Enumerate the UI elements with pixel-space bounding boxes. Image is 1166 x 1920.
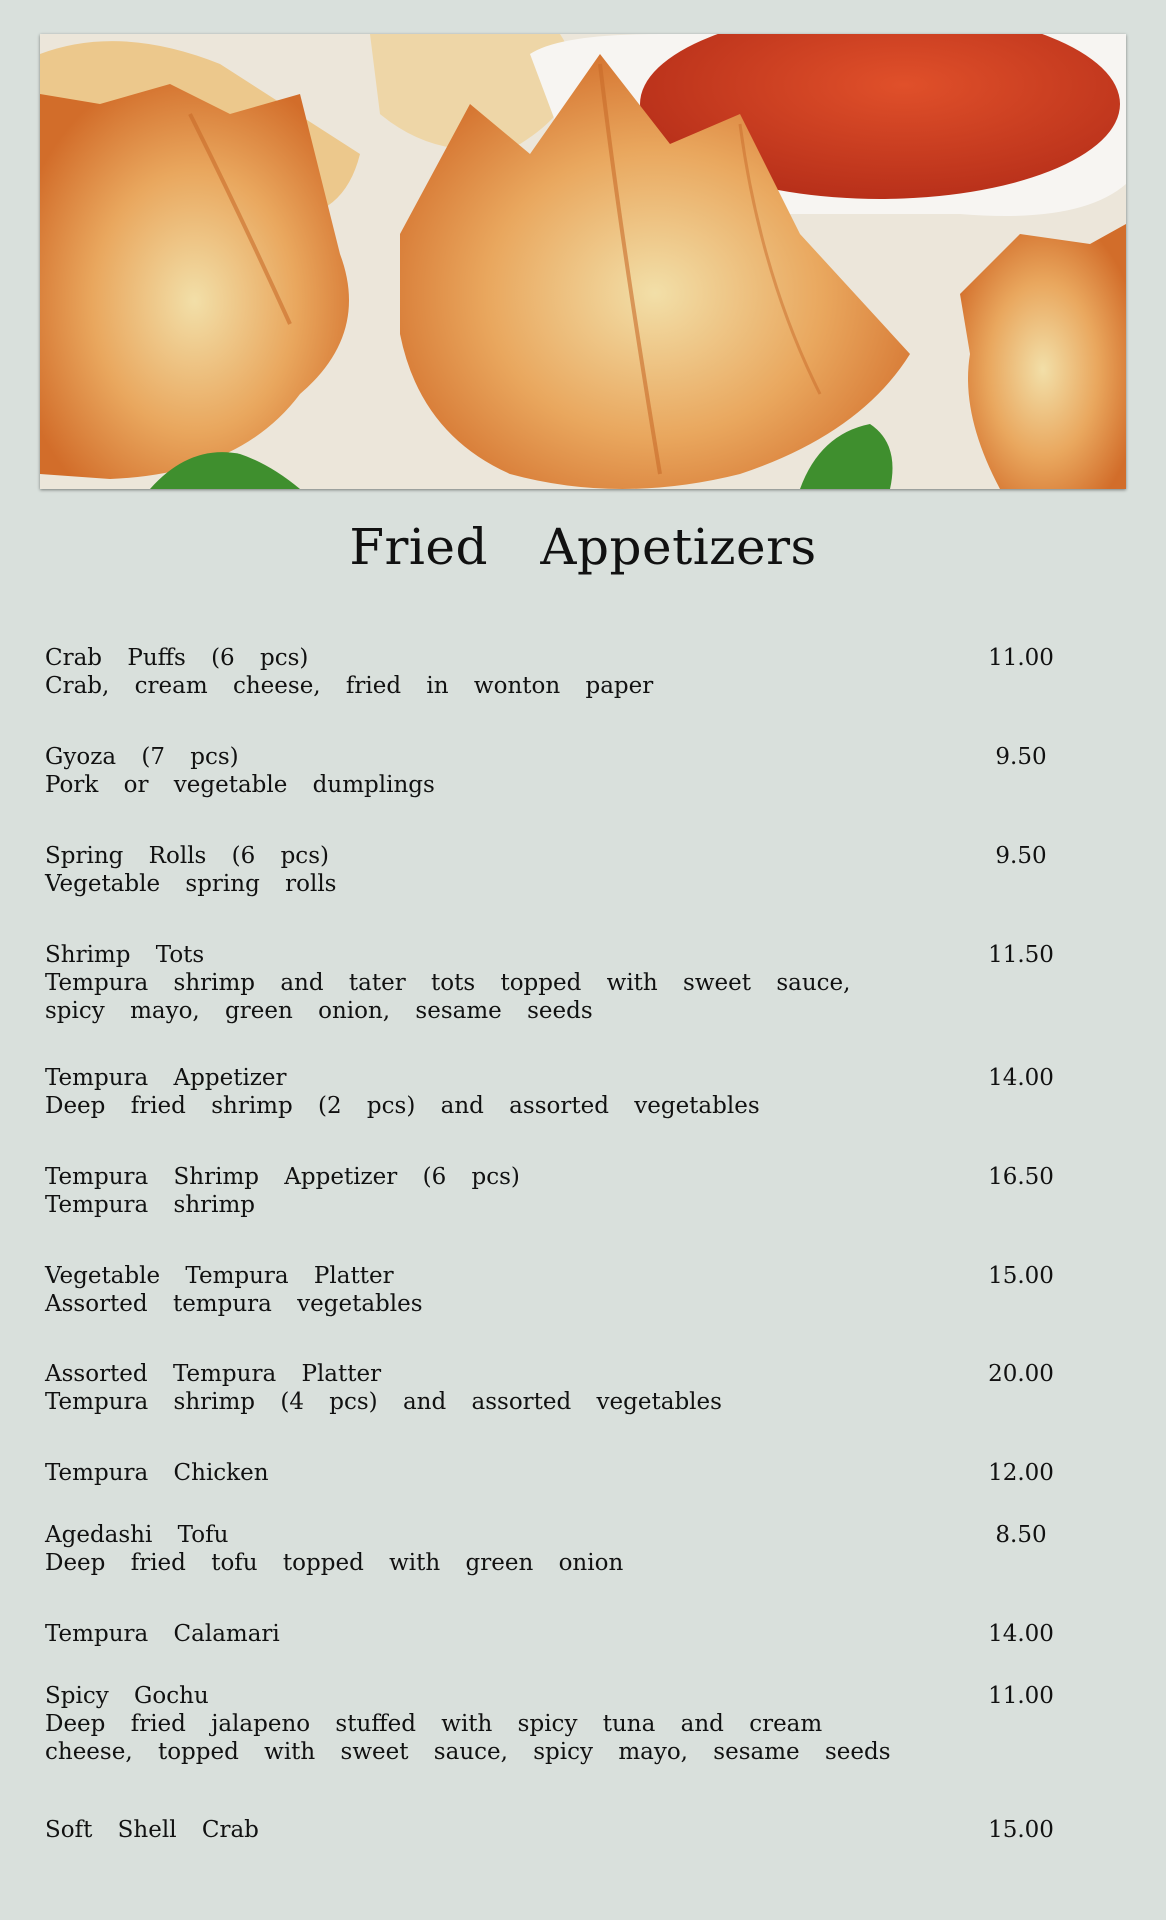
menu-item <box>45 1521 1081 1577</box>
menu-item <box>45 941 1081 1025</box>
menu-item <box>45 644 1081 700</box>
menu-item-name: Tempura Chicken <box>45 1460 269 1486</box>
menu-item-description: Tempura shrimp and tater tots topped with sweet sauce, spicy mayo, green onion, sesame seeds <box>45 970 851 1024</box>
menu-item <box>45 743 1081 799</box>
menu-item-description: Pork or vegetable dumplings <box>45 772 435 798</box>
menu-item-name: Spring Rolls (6 pcs) <box>45 843 329 869</box>
menu-item <box>45 1816 1081 1844</box>
menu-item-description: Crab, cream cheese, fried in wonton paper <box>45 673 654 699</box>
menu-item-name: Spicy Gochu <box>45 1683 209 1709</box>
menu-item-name: Shrimp Tots <box>45 942 205 968</box>
menu-item-price: 11.00 <box>988 645 1054 671</box>
menu-item-price: 20.00 <box>988 1361 1054 1387</box>
menu-item-description: Deep fried tofu topped with green onion <box>45 1550 624 1576</box>
menu-item-price: 11.00 <box>988 1683 1054 1709</box>
menu-item <box>45 1682 1081 1766</box>
menu-item <box>45 1064 1081 1120</box>
menu-item-price: 9.50 <box>995 744 1047 770</box>
menu-item <box>45 1360 1081 1416</box>
menu-item-price: 12.00 <box>988 1460 1054 1486</box>
menu-item-description: Tempura shrimp <box>45 1192 256 1218</box>
menu-item-name: Vegetable Tempura Platter <box>45 1263 394 1289</box>
menu-item <box>45 1459 1081 1487</box>
menu-item-price: 14.00 <box>988 1621 1054 1647</box>
menu-item-price: 16.50 <box>988 1164 1054 1190</box>
menu-item-description: Deep fried shrimp (2 pcs) and assorted vegetables <box>45 1093 760 1119</box>
menu-item-description: Tempura shrimp (4 pcs) and assorted vegetables <box>45 1389 722 1415</box>
menu-item <box>45 842 1081 898</box>
menu-item <box>45 1163 1081 1219</box>
menu-item-description: Vegetable spring rolls <box>45 871 337 897</box>
fried-wonton-photo <box>40 34 1126 489</box>
menu-item-name: Agedashi Tofu <box>45 1522 229 1548</box>
menu-item-name: Gyoza (7 pcs) <box>45 744 239 770</box>
hero-image <box>40 34 1126 489</box>
menu-item-name: Tempura Shrimp Appetizer (6 pcs) <box>45 1164 520 1190</box>
page-title: Fried Appetizers <box>349 518 817 576</box>
menu-item-price: 15.00 <box>988 1263 1054 1289</box>
menu-item-price: 9.50 <box>995 843 1047 869</box>
menu-item-price: 8.50 <box>995 1522 1047 1548</box>
menu-item <box>45 1262 1081 1318</box>
menu-item-name: Tempura Calamari <box>45 1621 280 1647</box>
menu-item-name: Soft Shell Crab <box>45 1817 259 1843</box>
menu-item-price: 15.00 <box>988 1817 1054 1843</box>
menu-item-name: Assorted Tempura Platter <box>45 1361 382 1387</box>
menu-item-description: Deep fried jalapeno stuffed with spicy tuna and cream cheese, topped with sweet sauce, spicy mayo, sesame seeds <box>45 1711 891 1765</box>
menu-item <box>45 1620 1081 1648</box>
menu-item-description: Assorted tempura vegetables <box>45 1291 423 1317</box>
menu-item-name: Tempura Appetizer <box>45 1065 287 1091</box>
menu-item-name: Crab Puffs (6 pcs) <box>45 645 309 671</box>
menu-item-price: 14.00 <box>988 1065 1054 1091</box>
menu-item-price: 11.50 <box>988 942 1054 968</box>
